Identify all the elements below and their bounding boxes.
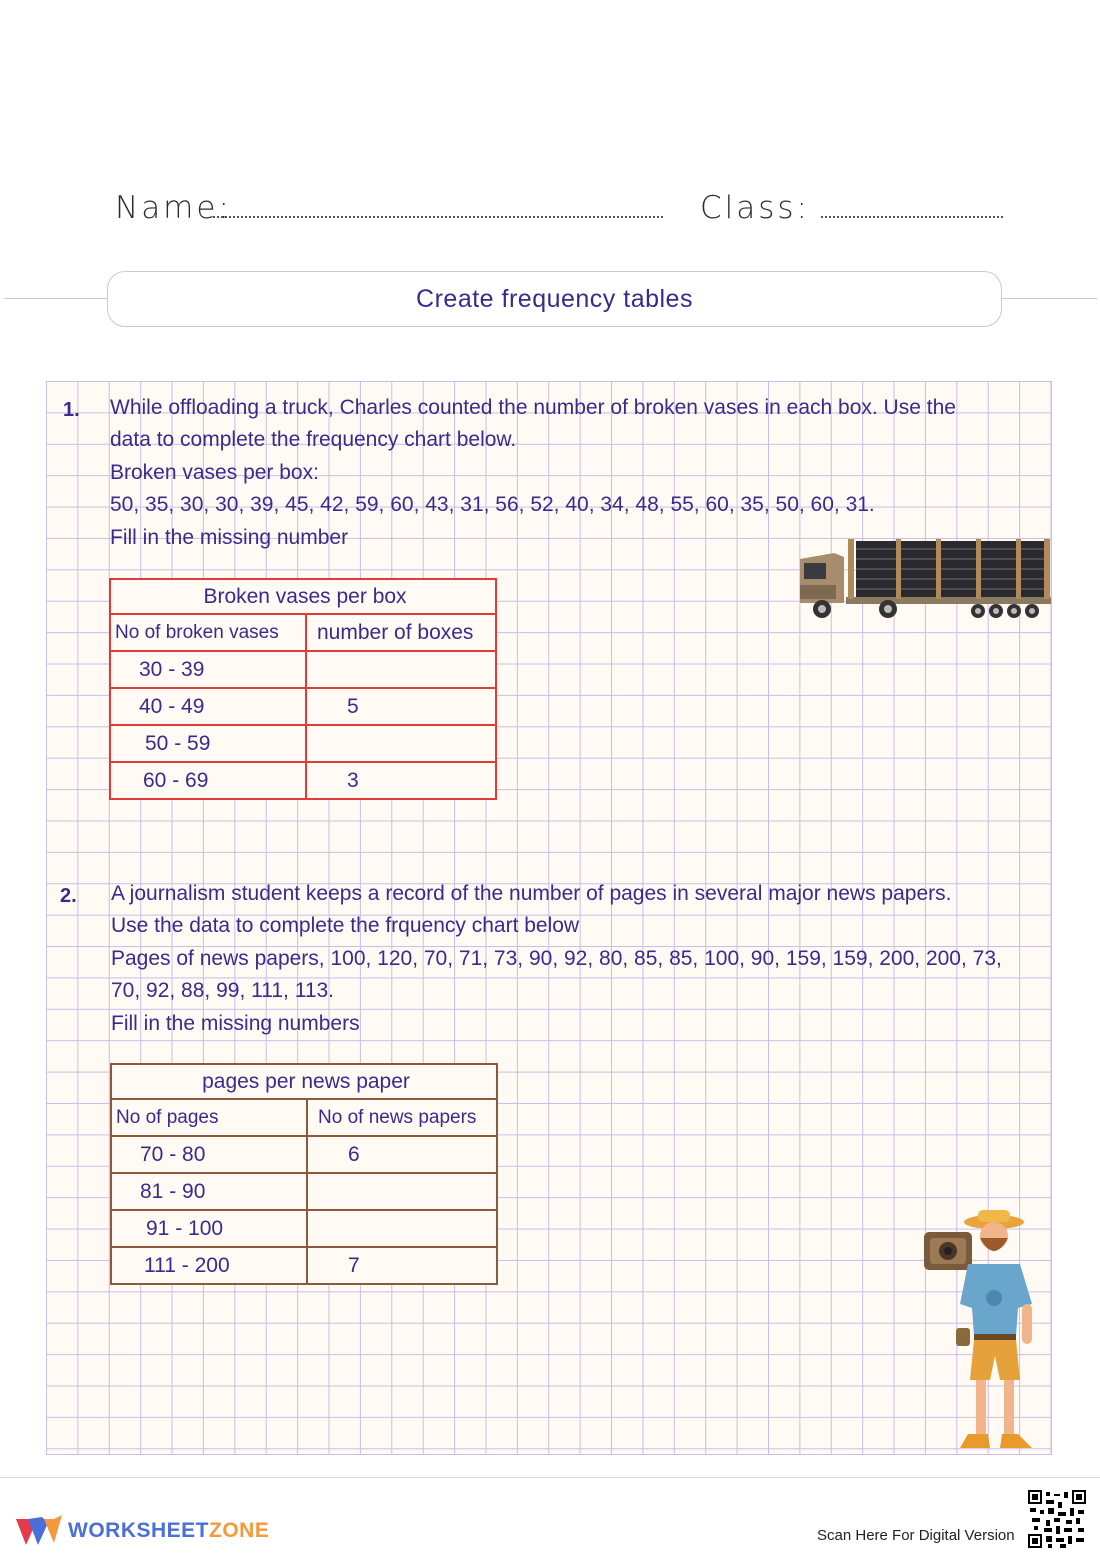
worksheet-title: Create frequency tables — [107, 271, 1002, 327]
table-1-answer-cell[interactable] — [306, 725, 496, 762]
question-2-line: A journalism student keeps a record of the number of pages in several major news papers. — [111, 882, 952, 905]
question-1-line: Broken vases per box: — [110, 460, 319, 484]
table-1-count: 5 — [306, 688, 496, 725]
brand-name-part1: WORKSHEET — [68, 1519, 209, 1542]
question-2-line: 70, 92, 88, 99, 111, 113. — [111, 979, 335, 1003]
table-row — [110, 762, 496, 799]
table-2-range: 111 - 200 — [111, 1247, 307, 1284]
frequency-table-2 — [110, 1063, 498, 1285]
table-1-col2-header: number of boxes — [306, 614, 496, 651]
table-2-count: 7 — [307, 1247, 497, 1284]
class-label: Class: — [700, 190, 811, 226]
table-1-range: 60 - 69 — [110, 762, 306, 799]
table-1-range: 40 - 49 — [110, 688, 306, 725]
table-row — [111, 1247, 497, 1284]
question-1-line: data to complete the frequency chart below. — [110, 428, 517, 452]
table-2-answer-cell[interactable] — [307, 1173, 497, 1210]
frequency-table-1 — [109, 578, 497, 800]
question-1-line: While offloading a truck, Charles counted the number of broken vases in each box. Use the — [110, 396, 956, 419]
class-field[interactable] — [821, 216, 1003, 218]
question-2-line: Use the data to complete the frquency chart below — [111, 914, 580, 938]
student-info-header — [115, 190, 1015, 230]
table-2-count: 6 — [307, 1136, 497, 1173]
table-row — [110, 725, 496, 762]
question-2-number: 2. — [60, 885, 77, 907]
table-row — [111, 1173, 497, 1210]
title-divider-right — [1000, 298, 1097, 299]
table-2-col1-header: No of pages — [111, 1099, 307, 1136]
footer-divider — [0, 1477, 1100, 1478]
question-2-text — [111, 878, 1002, 1040]
table-row — [110, 651, 496, 688]
table-2-answer-cell[interactable] — [307, 1210, 497, 1247]
table-1-range: 30 - 39 — [110, 651, 306, 688]
brand-name — [68, 1519, 269, 1543]
photographer-illustration — [920, 1208, 1040, 1454]
table-2-caption: pages per news paper — [111, 1064, 497, 1099]
table-2-range: 91 - 100 — [111, 1210, 307, 1247]
table-2-col2-header: No of news papers — [307, 1099, 497, 1136]
table-2-range: 70 - 80 — [111, 1136, 307, 1173]
table-1-caption: Broken vases per box — [110, 579, 496, 614]
table-row — [111, 1136, 497, 1173]
question-2-line: Fill in the missing numbers — [111, 1011, 360, 1035]
question-1-line: 50, 35, 30, 30, 39, 45, 42, 59, 60, 43, 31, 56, 52, 40, 34, 48, 55, 60, 35, 50, 60, 31. — [110, 493, 875, 517]
truck-illustration — [796, 537, 1054, 623]
table-1-answer-cell[interactable] — [306, 651, 496, 688]
name-field[interactable] — [213, 216, 663, 218]
table-2-range: 81 - 90 — [111, 1173, 307, 1210]
table-1-count: 3 — [306, 762, 496, 799]
title-divider-left — [4, 298, 108, 299]
question-1-number: 1. — [63, 399, 80, 421]
table-row — [111, 1210, 497, 1247]
brand-name-part2: ZONE — [209, 1519, 270, 1542]
qr-code-icon[interactable] — [1028, 1490, 1086, 1548]
question-1-line: Fill in the missing number — [110, 525, 349, 549]
table-row — [110, 688, 496, 725]
scan-instruction: Scan Here For Digital Version — [817, 1527, 1015, 1544]
table-1-range: 50 - 59 — [110, 725, 306, 762]
worksheetzone-logo-icon — [14, 1513, 62, 1549]
question-1-text — [110, 392, 956, 554]
question-2-line: Pages of news papers, 100, 120, 70, 71, 73, 90, 92, 80, 85, 85, 100, 90, 159, 159, 200, 200, 73, — [111, 946, 1002, 970]
name-label: Name: — [115, 190, 232, 226]
table-1-col1-header: No of broken vases — [110, 614, 306, 651]
